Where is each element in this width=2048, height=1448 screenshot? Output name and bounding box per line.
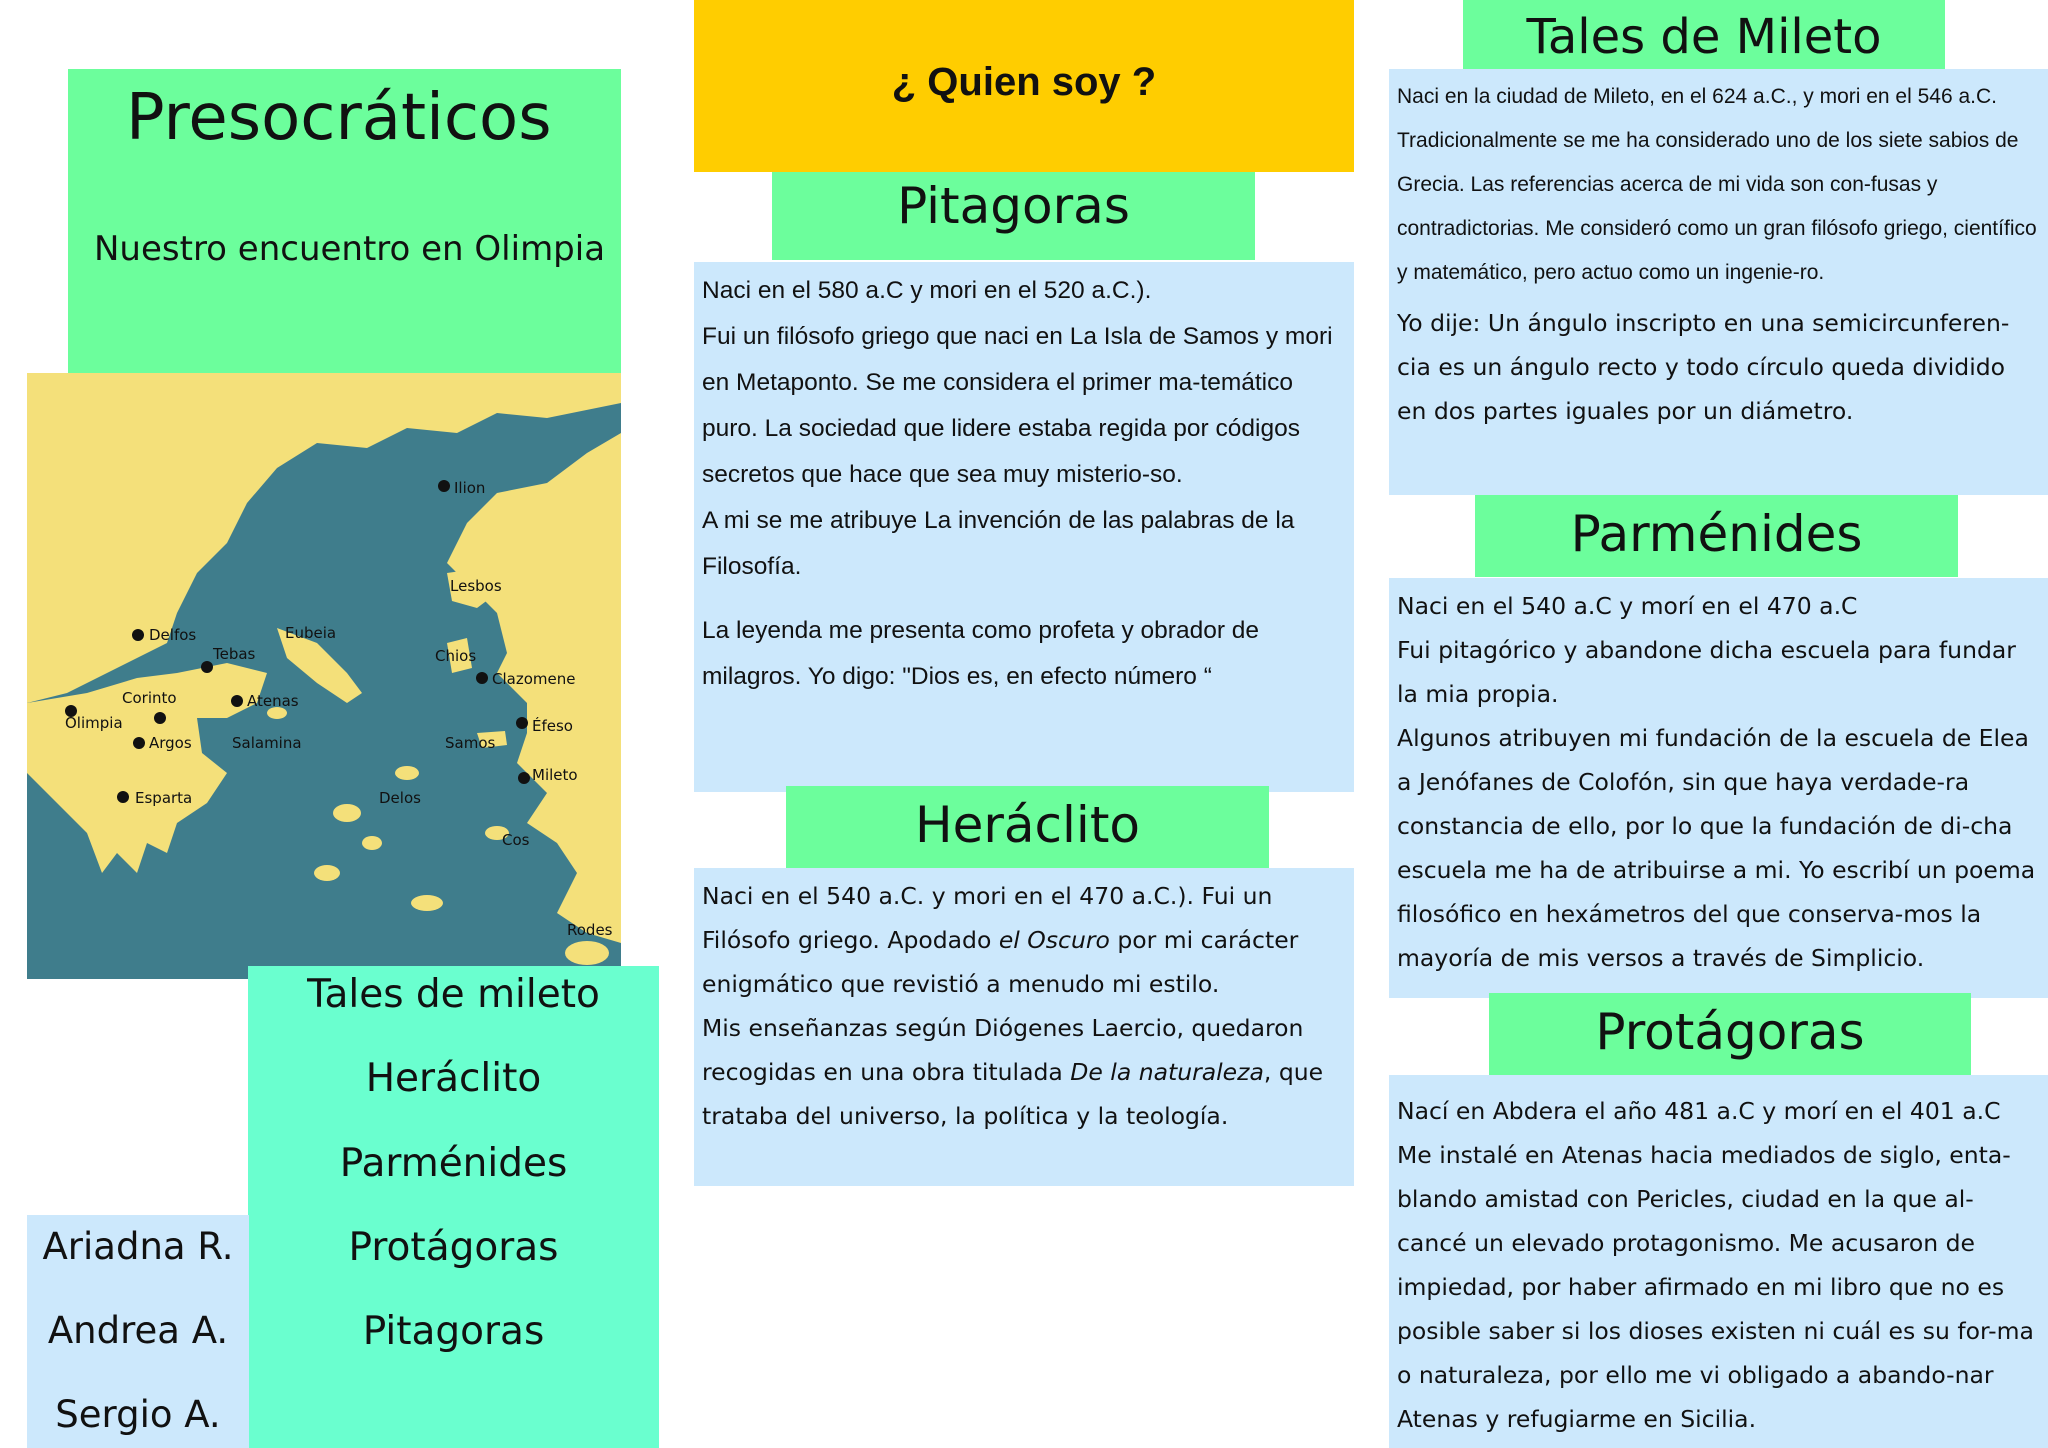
author-name: Sergio A. xyxy=(55,1393,221,1436)
pitagoras-paragraph: La leyenda me presenta como profeta y obrador de milagros. Yo digo: "Dios es, en efecto número “ xyxy=(702,617,1260,690)
greece-map xyxy=(27,373,621,979)
tales-heading: Tales de Mileto xyxy=(1463,0,1945,69)
map-label-chios: Chios xyxy=(435,647,477,665)
philosophers-list xyxy=(248,966,659,1448)
map-label-efeso: Éfeso xyxy=(532,717,573,735)
heraclito-text-b: por mi carácter enigmático que revistió a menudo mi estilo. xyxy=(702,926,1299,998)
pitagoras-text xyxy=(694,262,1354,792)
parmenides-heading: Parménides xyxy=(1475,495,1958,577)
heraclito-paragraph xyxy=(702,874,1346,1006)
pitagoras-paragraph: Naci en el 580 a.C y mori en el 520 a.C.). xyxy=(702,277,1152,304)
protagoras-paragraph: Nací en Abdera el año 481 a.C y morí en el 401 a.C xyxy=(1397,1097,2001,1125)
protagoras-heading: Protágoras xyxy=(1489,993,1971,1075)
quien-soy-banner xyxy=(694,0,1354,172)
heraclito-text-c: Mis enseñanzas según Diógenes Laercio, quedaron recogidas en una obra titulada xyxy=(702,1014,1304,1086)
map-label-atenas: Atenas xyxy=(247,692,299,710)
tales-paragraph: Yo dije: Un ángulo inscripto en una semicircunferen-cia es un ángulo recto y todo círculo queda dividido en dos partes iguales por un diámetro. xyxy=(1397,309,2010,425)
map-label-delfos: Delfos xyxy=(149,626,197,644)
map-label-ilion: Ilion xyxy=(454,479,486,497)
map-label-rodes: Rodes xyxy=(567,921,613,939)
map-label-salamina: Salamina xyxy=(232,734,302,752)
banner-text: ¿ Quien soy ? xyxy=(891,60,1157,104)
page-title: Presocráticos xyxy=(126,81,552,155)
pitagoras-paragraph: A mi se me atribuye La invención de las palabras de la Filosofía. xyxy=(702,507,1295,580)
heraclito-text-d: , que trataba del universo, la política y la teología. xyxy=(702,1058,1324,1130)
map-label-esparta: Esparta xyxy=(135,789,193,807)
parmenides-paragraph: Fui pitagórico y abandone dicha escuela para fundar la mia propia. xyxy=(1397,636,2016,708)
title-panel xyxy=(68,69,621,373)
list-item-pitagoras: Pitagoras xyxy=(362,1309,545,1354)
protagoras-text xyxy=(1389,1075,2048,1448)
map-label-samos: Samos xyxy=(445,734,496,752)
heraclito-heading: Heráclito xyxy=(786,786,1269,868)
tales-paragraph: Naci en la ciudad de Mileto, en el 624 a.C., y mori en el 546 a.C. Tradicionalmente se me ha considerado uno de los siete sabios de Grecia. Las referencias acerca de mi vida son con-fusas y contradictorias. Me consideró como un gran filósofo griego, científico y matemático, pero actuo como un ingenie-ro. xyxy=(1397,85,2037,284)
heraclito-paragraph xyxy=(702,1006,1346,1138)
map-label-corinto: Corinto xyxy=(122,689,177,707)
map-label-cos: Cos xyxy=(502,831,530,849)
protagoras-paragraph: Me instalé en Atenas hacia mediados de siglo, enta-blando amistad con Pericles, ciudad en la que al-cancé un elevado protagonismo. Me acusaron de impiedad, por haber afirmado en mi libro que no es posible saber si los dioses existen ni cuál es su for-ma o naturaleza, por ello me vi obligado a abando-nar Atenas y refugiarme en Sicilia. xyxy=(1397,1141,2034,1433)
pitagoras-paragraph: Fui un filósofo griego que naci en La Isla de Samos y mori en Metaponto. Se me considera el primer ma-temático puro. La sociedad que lidere estaba regida por códigos secretos que hace que sea muy misterio-so. xyxy=(702,323,1333,488)
map-label-eubeia: Eubeia xyxy=(285,624,337,642)
parmenides-paragraph: Algunos atribuyen mi fundación de la escuela de Elea a Jenófanes de Colofón, sin que haya verdade-ra constancia de ello, por lo que la fundación de di-cha escuela me ha de atribuirse a mi. Yo escribí un poema filosófico en hexámetros del que conserva-mos la mayoría de mis versos a través de Simplicio. xyxy=(1397,724,2036,972)
map-label-olimpia: Olimpia xyxy=(65,714,123,732)
authors-panel xyxy=(27,1215,249,1448)
list-item-parmenides: Parménides xyxy=(339,1141,568,1186)
map-label-mileto: Mileto xyxy=(532,766,578,784)
heraclito-book-title: De la naturaleza xyxy=(1070,1058,1264,1086)
map-label-clazomene: Clazomene xyxy=(492,670,576,688)
heraclito-text-a: Naci en el 540 a.C. y mori en el 470 a.C.). Fui un Filósofo griego. Apodado xyxy=(702,882,1273,954)
heraclito-text xyxy=(694,868,1354,1186)
map-image xyxy=(27,373,621,979)
list-item-protagoras: Protágoras xyxy=(348,1225,559,1270)
pitagoras-heading: Pitagoras xyxy=(772,172,1255,260)
heraclito-nickname: el Oscuro xyxy=(998,926,1110,954)
tales-text xyxy=(1389,69,2048,495)
map-label-delos: Delos xyxy=(379,789,421,807)
parmenides-paragraph: Naci en el 540 a.C y morí en el 470 a.C xyxy=(1397,592,1858,620)
list-item-tales: Tales de mileto xyxy=(307,972,600,1017)
map-label-tebas: Tebas xyxy=(213,645,256,663)
author-name: Andrea A. xyxy=(47,1309,229,1352)
page-subtitle: Nuestro encuentro en Olimpia xyxy=(94,229,606,269)
author-name: Ariadna R. xyxy=(42,1225,234,1268)
map-label-lesbos: Lesbos xyxy=(450,577,502,595)
parmenides-text xyxy=(1389,578,2048,998)
list-item-heraclito: Heráclito xyxy=(365,1056,542,1101)
map-label-argos: Argos xyxy=(149,734,192,752)
